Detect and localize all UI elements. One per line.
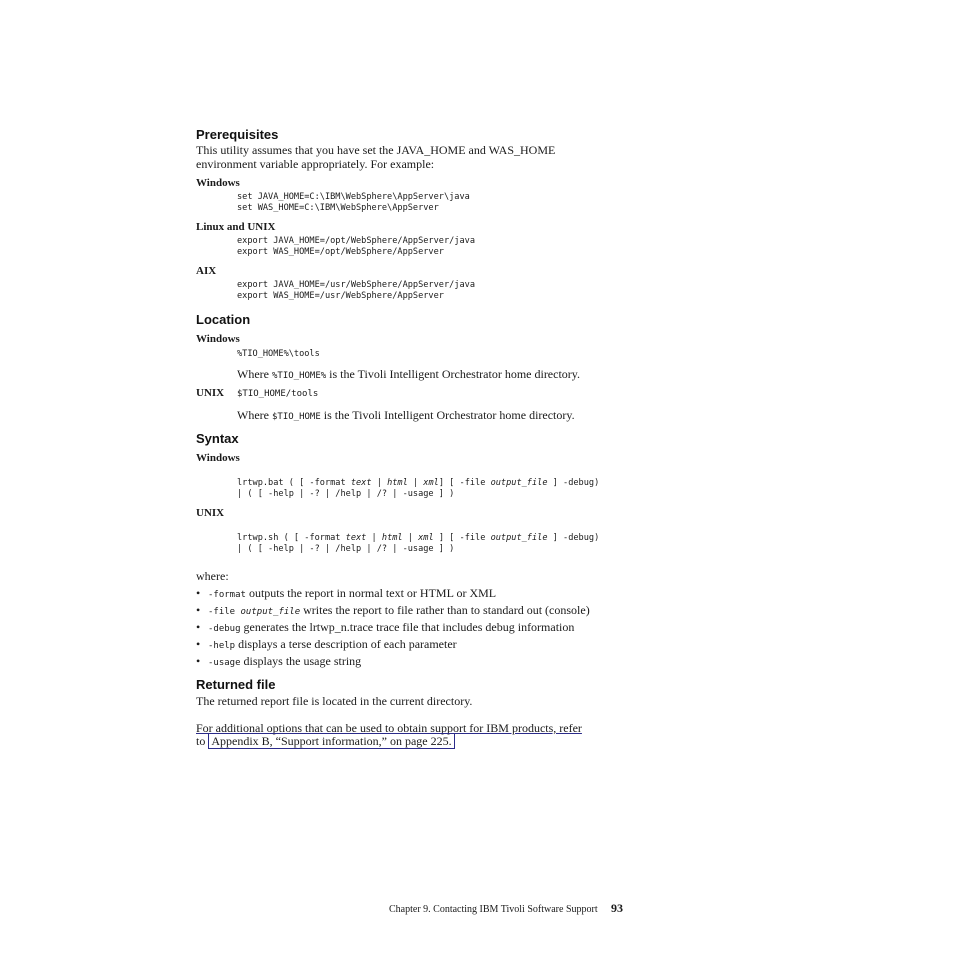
prereq-linux-code-2: export WAS_HOME=/opt/WebSphere/AppServer bbox=[237, 247, 444, 257]
syntax-windows-label: Windows bbox=[196, 452, 240, 464]
syntax-unix-line-2: | ( [ -help | -? | /help | /? | -usage ] ) bbox=[237, 544, 455, 554]
bullet-icon: • bbox=[196, 637, 201, 651]
location-unix-label: UNIX bbox=[196, 387, 225, 399]
appendix-b-link[interactable]: Appendix B, “Support information,” on page 225. bbox=[208, 733, 454, 749]
location-unix-path: $TIO_HOME/tools bbox=[237, 389, 319, 399]
syntax-windows-line-1: lrtwp.bat ( [ -format text | html | xml] [ -file output_file ] -debug) bbox=[237, 478, 600, 488]
returned-file-heading: Returned file bbox=[196, 677, 276, 692]
bullet-icon: • bbox=[196, 654, 201, 668]
prereq-linux-code-1: export JAVA_HOME=/opt/WebSphere/AppServer/java bbox=[237, 236, 475, 246]
bullet-format: -format outputs the report in normal text or HTML or XML bbox=[208, 586, 497, 600]
bullet-icon: • bbox=[196, 586, 201, 600]
syntax-where: where: bbox=[196, 569, 229, 583]
prerequisites-heading: Prerequisites bbox=[196, 127, 279, 142]
bullet-usage: -usage displays the usage string bbox=[208, 654, 362, 668]
support-line-2: to Appendix B, “Support information,” on page 225. bbox=[196, 734, 455, 748]
support-line-1: For additional options that can be used to obtain support for IBM products, refer bbox=[196, 721, 582, 735]
syntax-windows-line-2: | ( [ -help | -? | /help | /? | -usage ] ) bbox=[237, 489, 455, 499]
syntax-heading: Syntax bbox=[196, 431, 239, 446]
prereq-windows-label: Windows bbox=[196, 177, 240, 189]
prereq-linux-label: Linux and UNIX bbox=[196, 221, 276, 233]
location-windows-label: Windows bbox=[196, 333, 240, 345]
syntax-unix-line-1: lrtwp.sh ( [ -format text | html | xml ] [ -file output_file ] -debug) bbox=[237, 533, 600, 543]
location-unix-description: Where $TIO_HOME is the Tivoli Intelligent Orchestrator home directory. bbox=[237, 408, 575, 422]
prereq-aix-label: AIX bbox=[196, 265, 217, 277]
returned-file-text: The returned report file is located in the current directory. bbox=[196, 694, 473, 708]
page-number: 93 bbox=[611, 901, 623, 915]
location-windows-path: %TIO_HOME%\tools bbox=[237, 349, 320, 359]
bullet-icon: • bbox=[196, 603, 201, 617]
location-heading: Location bbox=[196, 312, 251, 327]
prereq-aix-code-2: export WAS_HOME=/usr/WebSphere/AppServer bbox=[237, 291, 444, 301]
prerequisites-line-1: This utility assumes that you have set the JAVA_HOME and WAS_HOME bbox=[196, 143, 556, 157]
syntax-unix-label: UNIX bbox=[196, 507, 225, 519]
bullet-debug: -debug generates the lrtwp_n.trace trace file that includes debug information bbox=[208, 620, 575, 634]
prerequisites-line-2: environment variable appropriately. For example: bbox=[196, 157, 435, 171]
bullet-file: -file output_file writes the report to file rather than to standard out (console) bbox=[208, 603, 590, 617]
bullet-help: -help displays a terse description of each parameter bbox=[208, 637, 457, 651]
prereq-windows-code-2: set WAS_HOME=C:\IBM\WebSphere\AppServer bbox=[237, 203, 439, 213]
footer-chapter: Chapter 9. Contacting IBM Tivoli Software Support bbox=[389, 904, 598, 915]
bullet-icon: • bbox=[196, 620, 201, 634]
prereq-windows-code-1: set JAVA_HOME=C:\IBM\WebSphere\AppServer\java bbox=[237, 192, 470, 202]
prereq-aix-code-1: export JAVA_HOME=/usr/WebSphere/AppServer/java bbox=[237, 280, 475, 290]
location-windows-description: Where %TIO_HOME% is the Tivoli Intelligent Orchestrator home directory. bbox=[237, 367, 581, 381]
